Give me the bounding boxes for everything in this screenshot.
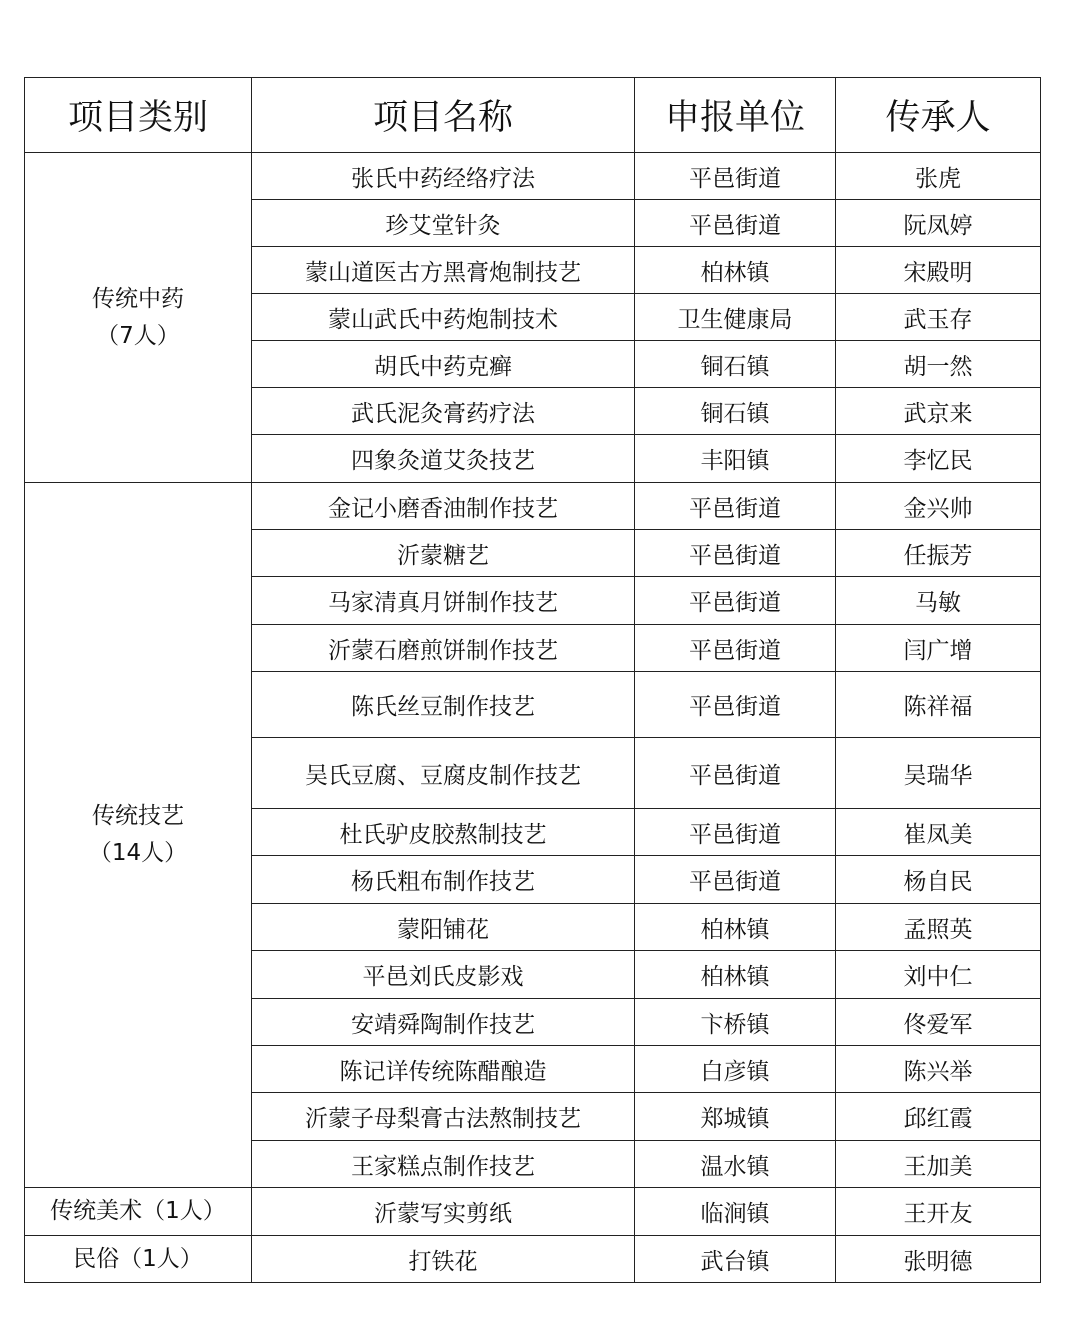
inheritor: 任振芳 xyxy=(836,530,1041,577)
category-cell-medicine xyxy=(25,153,252,483)
heritage-table xyxy=(24,77,1041,1283)
header-project-name: 项目名称 xyxy=(252,78,635,153)
inheritor: 陈祥福 xyxy=(836,672,1041,738)
applicant-unit: 柏林镇 xyxy=(635,904,836,951)
applicant-unit: 平邑街道 xyxy=(635,625,836,672)
header-unit: 申报单位 xyxy=(635,78,836,153)
applicant-unit: 温水镇 xyxy=(635,1141,836,1188)
inheritor: 张明德 xyxy=(836,1236,1041,1283)
category-cell-folk-custom: 民俗（1人） xyxy=(25,1236,252,1283)
project-name: 武氏泥灸膏药疗法 xyxy=(252,388,635,435)
applicant-unit: 平邑街道 xyxy=(635,738,836,809)
project-name: 杜氏驴皮胶熬制技艺 xyxy=(252,809,635,856)
project-name: 四象灸道艾灸技艺 xyxy=(252,435,635,483)
project-name: 安靖舜陶制作技艺 xyxy=(252,999,635,1046)
project-name: 蒙阳铺花 xyxy=(252,904,635,951)
applicant-unit: 丰阳镇 xyxy=(635,435,836,483)
applicant-unit: 平邑街道 xyxy=(635,856,836,904)
inheritor: 金兴帅 xyxy=(836,483,1041,530)
inheritor: 王开友 xyxy=(836,1188,1041,1236)
applicant-unit: 武台镇 xyxy=(635,1236,836,1283)
project-name: 沂蒙石磨煎饼制作技艺 xyxy=(252,625,635,672)
header-row xyxy=(25,78,1041,153)
project-name: 珍艾堂针灸 xyxy=(252,200,635,247)
project-name: 胡氏中药克癣 xyxy=(252,341,635,388)
inheritor: 李忆民 xyxy=(836,435,1041,483)
applicant-unit: 平邑街道 xyxy=(635,672,836,738)
inheritor: 武玉存 xyxy=(836,294,1041,341)
inheritor: 武京来 xyxy=(836,388,1041,435)
project-name: 蒙山道医古方黑膏炮制技艺 xyxy=(252,247,635,294)
inheritor: 王加美 xyxy=(836,1141,1041,1188)
project-name: 张氏中药经络疗法 xyxy=(252,153,635,200)
applicant-unit: 白彦镇 xyxy=(635,1046,836,1093)
table-row xyxy=(25,1236,1041,1283)
category-cell-craft xyxy=(25,483,252,1188)
inheritor: 闫广增 xyxy=(836,625,1041,672)
category-count: （14人） xyxy=(88,840,188,866)
project-name: 金记小磨香油制作技艺 xyxy=(252,483,635,530)
applicant-unit: 平邑街道 xyxy=(635,577,836,625)
applicant-unit: 郑城镇 xyxy=(635,1093,836,1141)
project-name: 平邑刘氏皮影戏 xyxy=(252,951,635,999)
applicant-unit: 卞桥镇 xyxy=(635,999,836,1046)
category-count: （7人） xyxy=(96,322,180,349)
applicant-unit: 临涧镇 xyxy=(635,1188,836,1236)
inheritor: 宋殿明 xyxy=(836,247,1041,294)
applicant-unit: 柏林镇 xyxy=(635,247,836,294)
project-name: 马家清真月饼制作技艺 xyxy=(252,577,635,625)
table-row xyxy=(25,483,1041,530)
project-name: 蒙山武氏中药炮制技术 xyxy=(252,294,635,341)
applicant-unit: 平邑街道 xyxy=(635,483,836,530)
category-cell-fine-art: 传统美术（1人） xyxy=(25,1188,252,1236)
project-name: 沂蒙子母梨膏古法熬制技艺 xyxy=(252,1093,635,1141)
category-name: 传统中药 xyxy=(92,285,184,312)
inheritor: 阮凤婷 xyxy=(836,200,1041,247)
applicant-unit: 平邑街道 xyxy=(635,153,836,200)
project-name: 陈氏丝豆制作技艺 xyxy=(252,672,635,738)
applicant-unit: 柏林镇 xyxy=(635,951,836,999)
applicant-unit: 平邑街道 xyxy=(635,809,836,856)
applicant-unit: 平邑街道 xyxy=(635,200,836,247)
table-row xyxy=(25,153,1041,200)
project-name: 陈记详传统陈醋酿造 xyxy=(252,1046,635,1093)
inheritor: 佟爱军 xyxy=(836,999,1041,1046)
inheritor: 孟照英 xyxy=(836,904,1041,951)
applicant-unit: 平邑街道 xyxy=(635,530,836,577)
applicant-unit: 铜石镇 xyxy=(635,388,836,435)
inheritor: 胡一然 xyxy=(836,341,1041,388)
project-name: 沂蒙写实剪纸 xyxy=(252,1188,635,1236)
applicant-unit: 卫生健康局 xyxy=(635,294,836,341)
project-name: 杨氏粗布制作技艺 xyxy=(252,856,635,904)
inheritor: 马敏 xyxy=(836,577,1041,625)
inheritor: 吴瑞华 xyxy=(836,738,1041,809)
header-inheritor: 传承人 xyxy=(836,78,1041,153)
inheritor: 陈兴举 xyxy=(836,1046,1041,1093)
inheritor: 杨自民 xyxy=(836,856,1041,904)
inheritor: 崔凤美 xyxy=(836,809,1041,856)
category-name: 传统技艺 xyxy=(92,803,184,829)
project-name: 打铁花 xyxy=(252,1236,635,1283)
project-name: 沂蒙糖艺 xyxy=(252,530,635,577)
applicant-unit: 铜石镇 xyxy=(635,341,836,388)
project-name: 吴氏豆腐、豆腐皮制作技艺 xyxy=(252,738,635,809)
inheritor: 刘中仁 xyxy=(836,951,1041,999)
header-category: 项目类别 xyxy=(25,78,252,153)
inheritor: 邱红霞 xyxy=(836,1093,1041,1141)
project-name: 王家糕点制作技艺 xyxy=(252,1141,635,1188)
table-row xyxy=(25,1188,1041,1236)
inheritor: 张虎 xyxy=(836,153,1041,200)
